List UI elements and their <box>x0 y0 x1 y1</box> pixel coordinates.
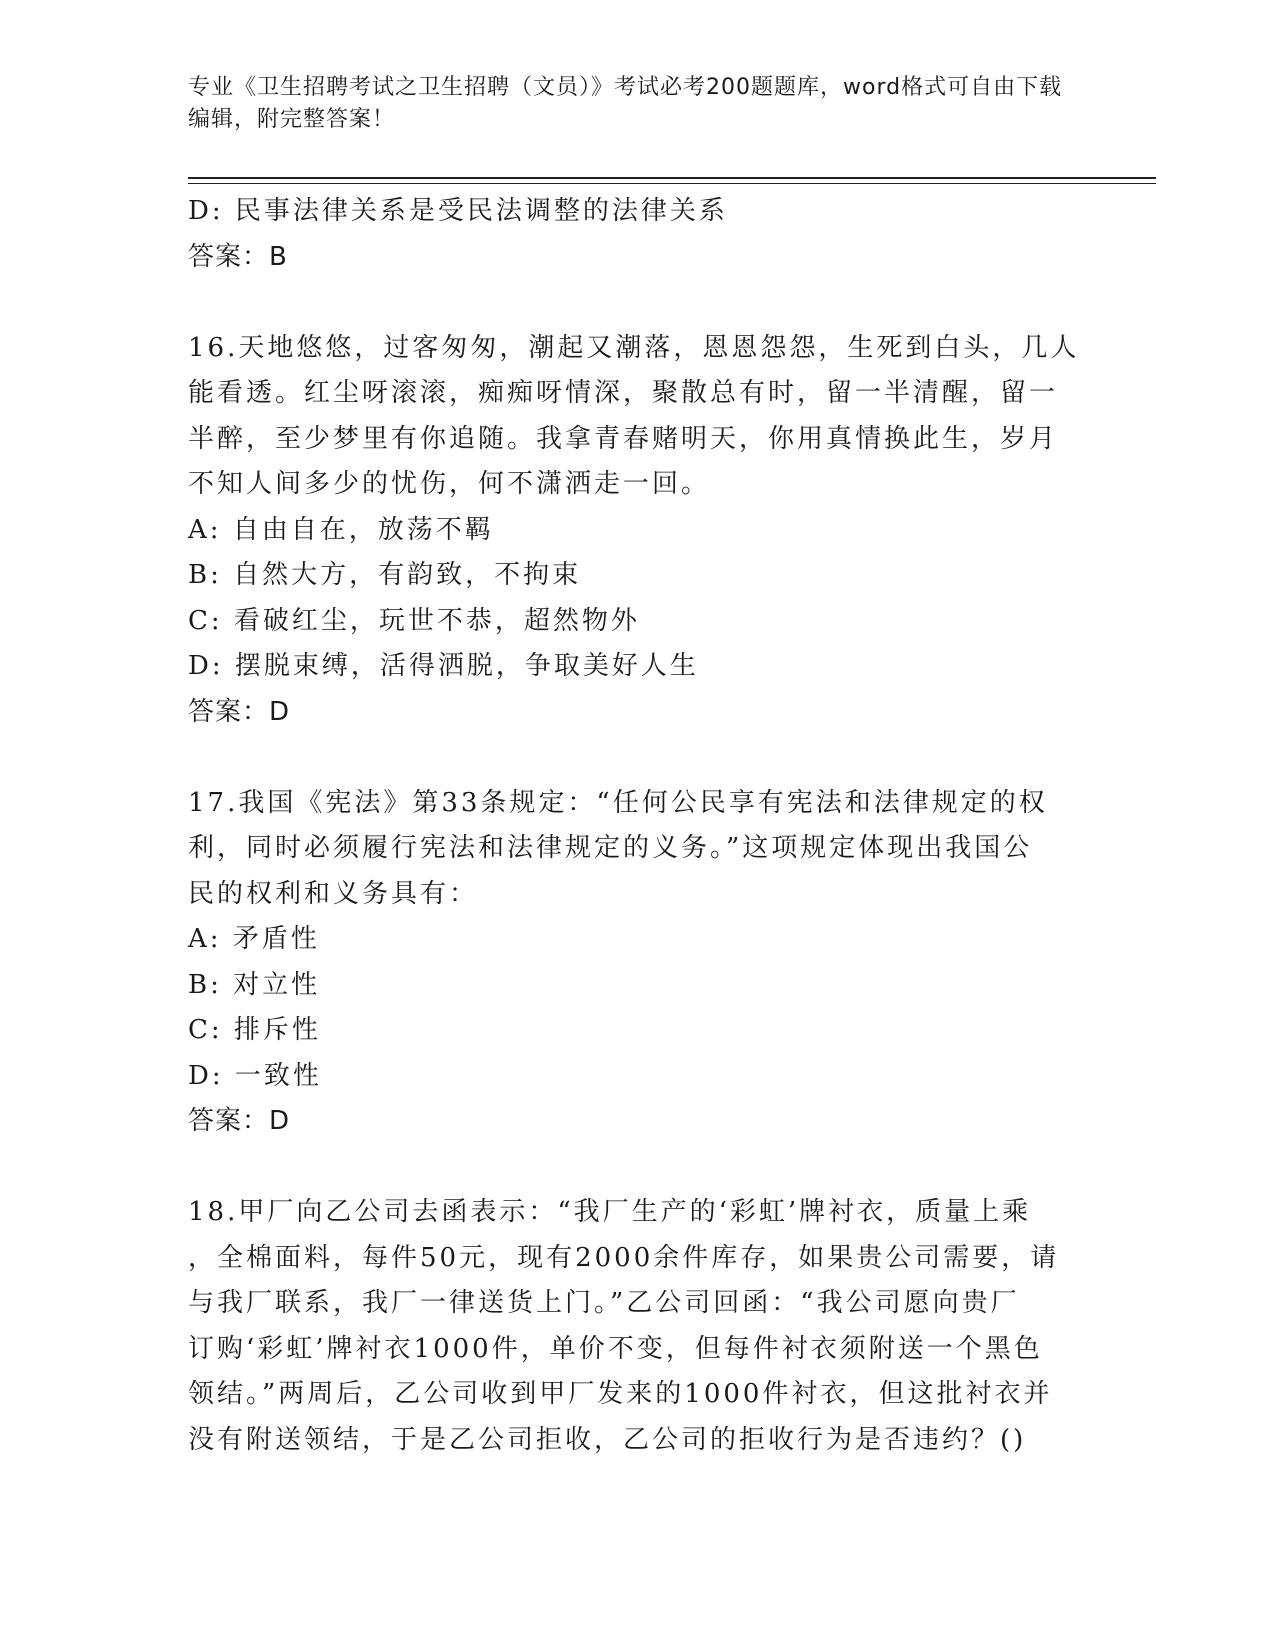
spacer <box>188 1145 1078 1191</box>
prev-answer: 答案：B <box>188 241 288 272</box>
question-stem-line: 不知人间多少的忧伤，何不潇洒走一回。 <box>188 469 711 499</box>
prev-option-d: D: 民事法律关系是受民法调整的法律关系 <box>188 196 728 226</box>
question-stem-line: 17.我国《宪法》第33条规定：“任何公民享有宪法和法律规定的权 <box>188 787 1048 818</box>
header-divider <box>188 177 1156 179</box>
spacer <box>188 280 1078 326</box>
option-b: B: 自然大方，有韵致，不拘束 <box>188 560 582 590</box>
question-stem-line: 半醉，至少梦里有你追随。我拿青春赌明天，你用真情换此生，岁月 <box>188 423 1059 454</box>
question-stem-line: 能看透。红尘呀滚滚，痴痴呀情深，聚散总有时，留一半清醒，留一 <box>188 378 1059 408</box>
question-16 <box>188 326 1078 736</box>
spacer <box>188 735 1078 781</box>
question-stem-line: 利，同时必须履行宪法和法律规定的义务。”这项规定体现出我国公 <box>188 833 1033 863</box>
answer: 答案：D <box>188 1106 291 1136</box>
answer: 答案：D <box>188 696 291 727</box>
option-c: C: 看破红尘，玩世不恭，超然物外 <box>188 605 640 636</box>
question-stem-line: ，全棉面料，每件50元，现有2000余件库存，如果贵公司需要，请 <box>188 1242 1060 1273</box>
option-c: C: 排斥性 <box>188 1015 321 1045</box>
question-18 <box>188 1190 1078 1463</box>
option-d: D: 一致性 <box>188 1060 322 1091</box>
option-a: A: 自由自在，放荡不羁 <box>188 514 494 545</box>
question-stem-line: 民的权利和义务具有： <box>188 878 479 909</box>
question-stem-line: 没有附送领结，于是乙公司拒收，乙公司的拒收行为是否违约？() <box>188 1424 1027 1455</box>
document-header: 专业《卫生招聘考试之卫生招聘（文员）》考试必考200题题库，word格式可自由下载编辑，附完整答案！ <box>188 75 1063 132</box>
header-divider-thin <box>188 183 1156 184</box>
question-stem-line: 16.天地悠悠，过客匆匆，潮起又潮落，恩恩怨怨，生死到白头，几人 <box>188 332 1080 363</box>
document-body <box>188 189 1078 1463</box>
question-stem-line: 领结。”两周后，乙公司收到甲厂发来的1000件衬衣，但这批衬衣并 <box>188 1379 1053 1409</box>
question-stem-line: 订购‘彩虹’牌衬衣1000件，单价不变，但每件衬衣须附送一个黑色 <box>188 1333 1043 1364</box>
option-d: D: 摆脱束缚，活得洒脱，争取美好人生 <box>188 651 699 681</box>
option-a: A: 矛盾性 <box>188 924 320 954</box>
question-17 <box>188 781 1078 1145</box>
question-stem-line: 18.甲厂向乙公司去函表示：“我厂生产的‘彩虹’牌衬衣，质量上乘 <box>188 1197 1032 1227</box>
option-b: B: 对立性 <box>188 969 321 1000</box>
question-stem-line: 与我厂联系，我厂一律送货上门。”乙公司回函：“我公司愿向贵厂 <box>188 1288 1020 1318</box>
